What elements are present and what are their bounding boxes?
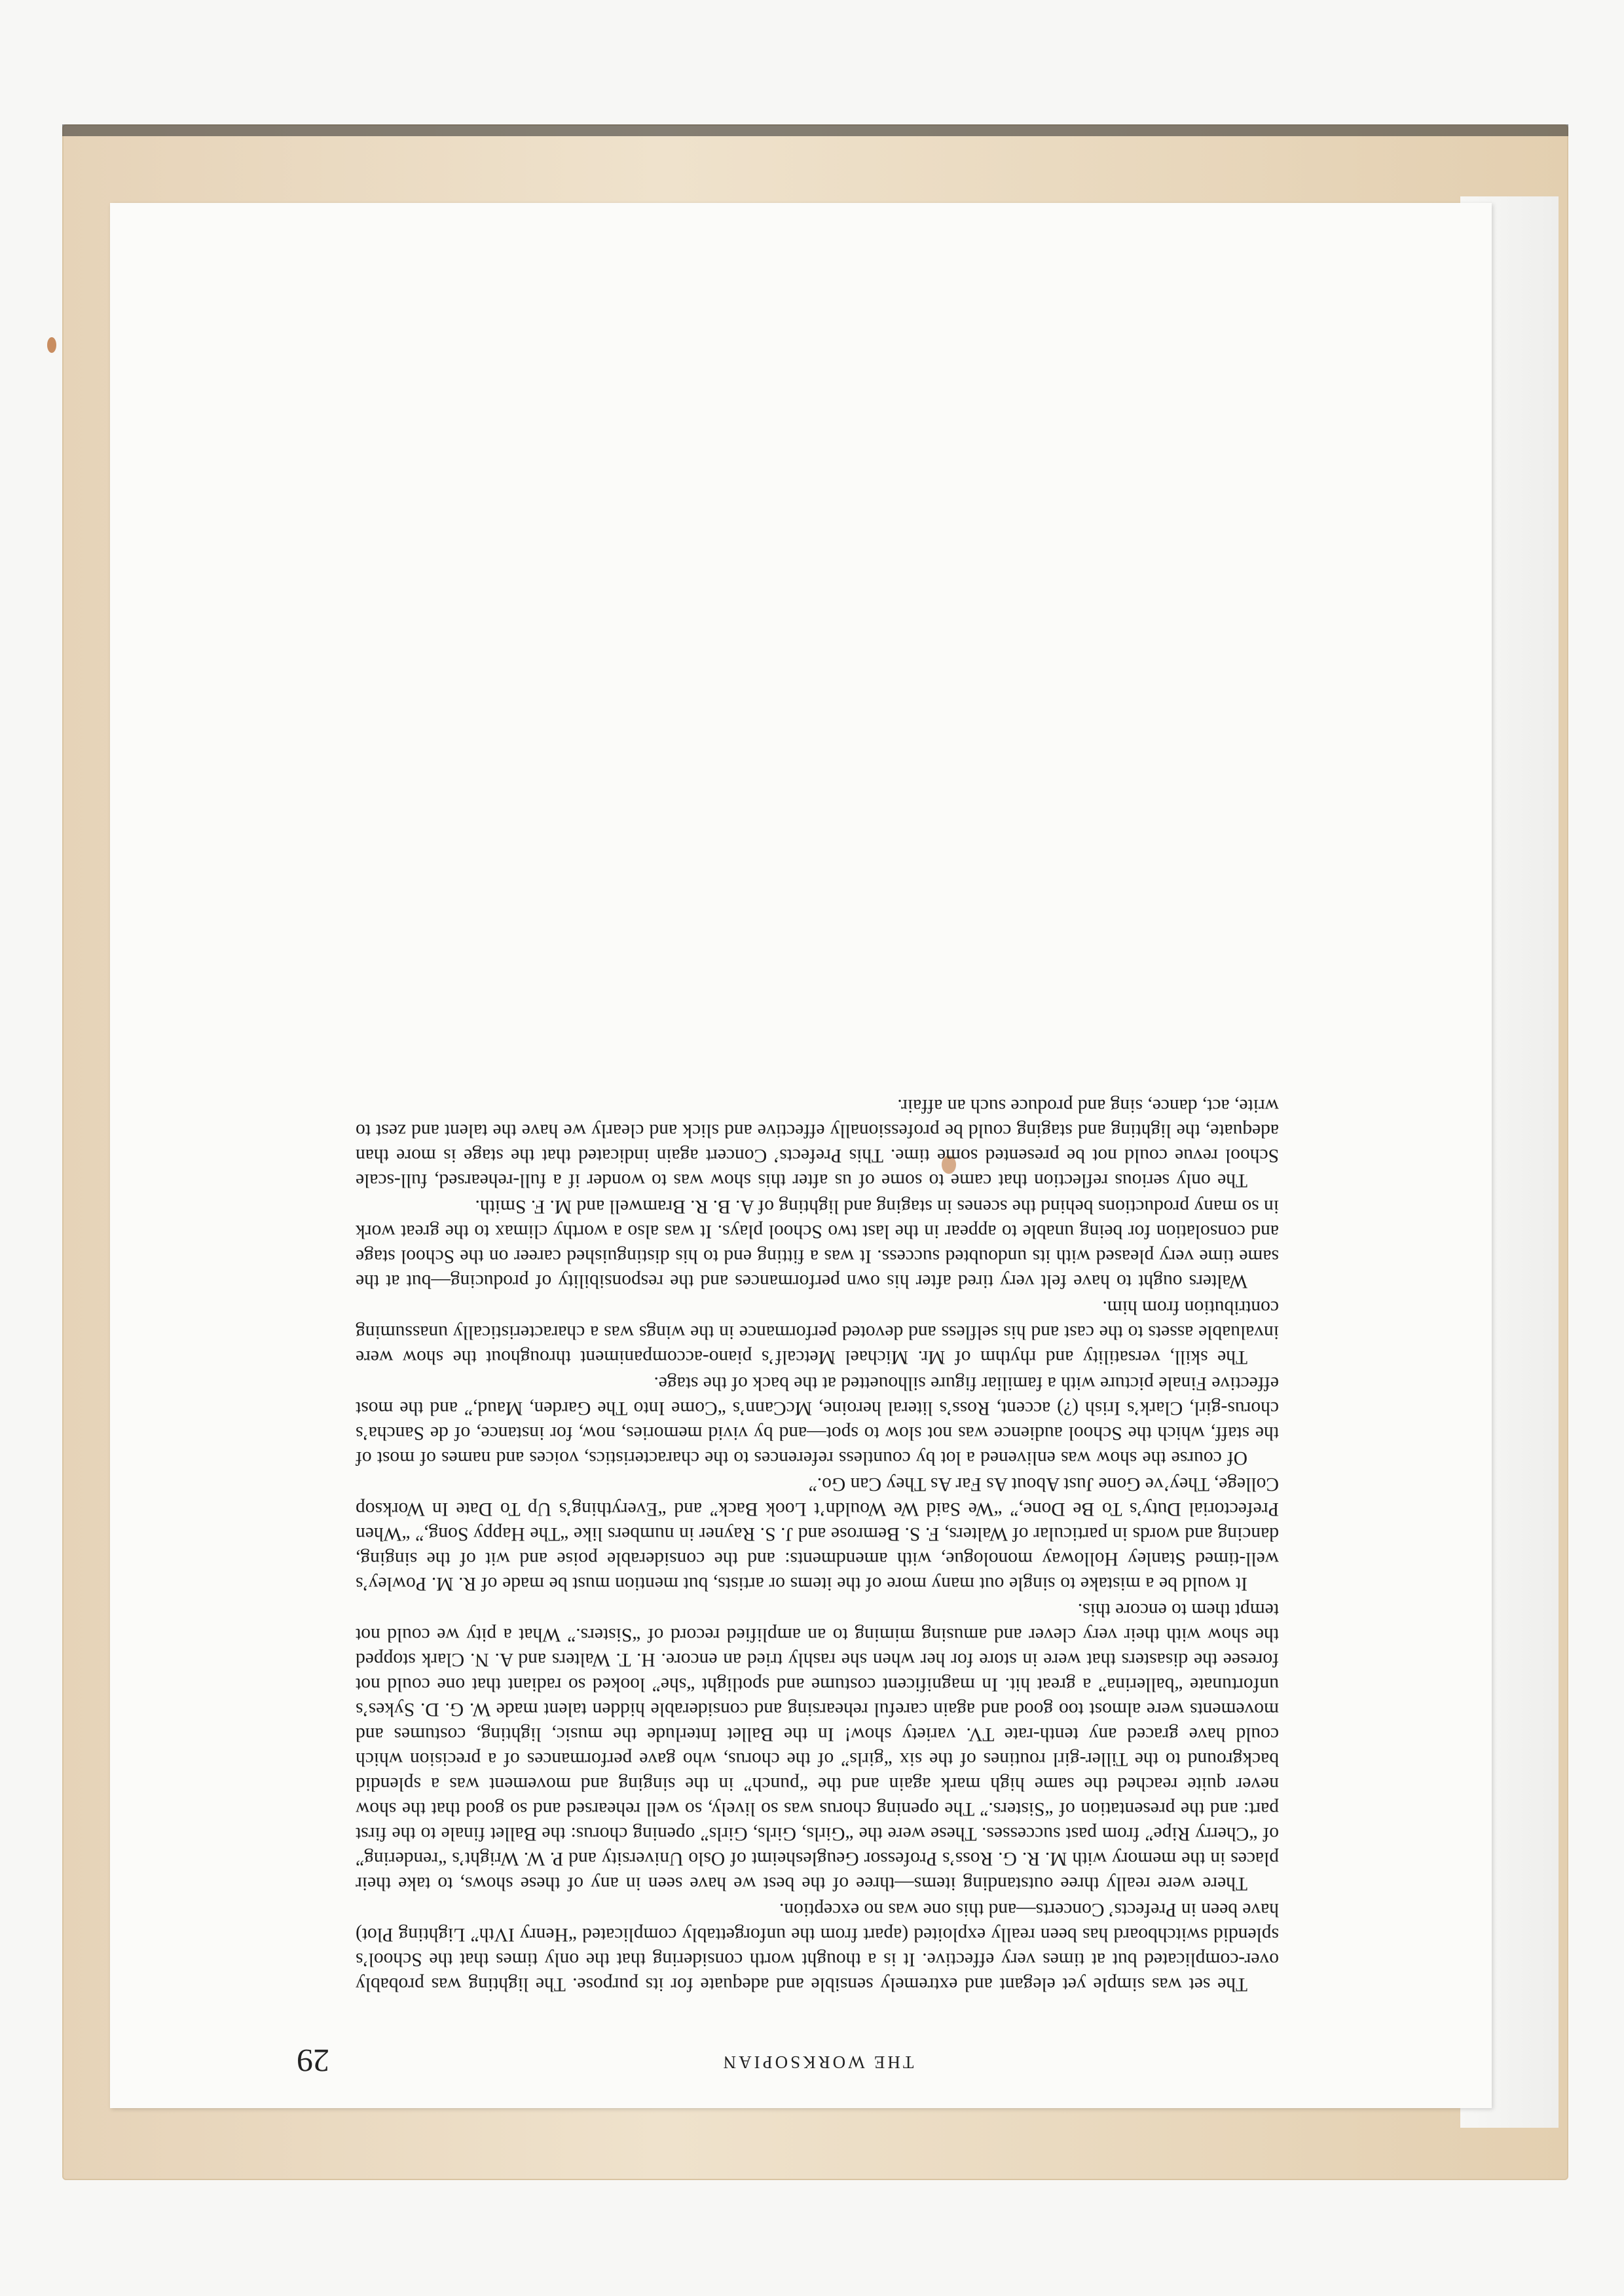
paragraph: The only serious reflection that came to some of us after this show was to wonder if a full-rehearsed, full-scale School revue could not be presented some time. This Prefects’ Concert again indicated that the stage is more than adequate, the lighting and staging could be professionally effective and slick and clearly we have the talent and zest to write, act, dance, sing and produce such an affair. (356, 1095, 1279, 1191)
ink-stain (47, 337, 56, 353)
upside-down-page-content (110, 203, 1492, 2108)
paragraph: There were really three outstanding items—three of the best we have seen in any of these shows, to take their places in the memory with M. R. G. Ross’s Professor Geuglesheimt of Oslo University and P. W. Wright’s “rendering” of “Cherry Ripe” from past successes. These were the “Girls, Girls, Girls” opening chorus: the Ballet finale to the first part: and the presentation of “Sisters.” The opening chorus was so lively, so well rehearsed and so good that the show never quite reached the same high mark again and the “punch” in the singing and movement was a splendid background to the Tiller-girl routines of the six “girls” of the chorus, who gave performances of a precision which could have graced any tenth-rate TV. variety show! In the Ballet Interlude the music, lighting, costumes and movements were almost too good and again careful rehearsing and considerable hidden talent made W. G. D. Sykes’s unfortunate “ballerina” a great hit. In magnificent costume and spotlight “she” looked so radiant that one could not foresee the disasters that were in store for her when she rashly tried an encore. H. T. Walters and A. N. Clark stopped the show with their very clever and amusing miming to an amplified record of “Sisters.” What a pity we could not tempt them to encore this. (356, 1599, 1279, 1894)
paragraph: The skill, versatility and rhythm of Mr. Michael Metcalf’s piano-accompaniment throughout the show were invaluable assets to the cast and his selfless and devoted performance in the wings was a characteristically unassuming contribution from him. (356, 1297, 1279, 1368)
paragraph: It would be a mistake to single out many more of the items or artists, but mention must be made of R. M. Powley’s well-timed Stanley Holloway monologue, with amendments: and the considerable poise and wit of the singing, dancing and words in particular of Walters, F. S. Bemrose and J. S. Rayner in numbers like “The Happy Song,” “When Prefectorial Duty’s To Be Done,” “We Said We Wouldn’t Look Back” and “Everything’s Up To Date In Worksop College, They’ve Gone Just About As Far As They Can Go.” (356, 1474, 1279, 1594)
running-title: THE WORKSOPIAN (720, 2052, 914, 2072)
page-header (297, 2033, 1279, 2079)
paragraph: Of course the show was enlivened a lot by countless references to the characteristics, voices and names of most of the staff, which the School audience was not slow to spot—and by vivid memories, now, for instance, of de Sancha’s chorus-girl, Clark’s Irish (?) accent, Ross’s literal heroine, McCann’s “Come Into The Garden, Maud,” and the most effective Finale picture with a familiar figure silhouetted at the back of the stage. (356, 1373, 1279, 1468)
paragraph: The set was simple yet elegant and extremely sensible and adequate for its purpose. The lighting was probably over-complicated but at times very effective. It is a thought worth considering that the only times that the School’s splendid switchboard has been really exploited (apart from the unforgettably complicated “Henry IVth” Lighting Plot) have been in Prefects’ Concerts—and this one was no exception. (356, 1899, 1279, 1995)
page-number: 29 (297, 2043, 329, 2079)
paragraph: Walters ought to have felt very tired after his own performances and the responsibility of producing—but at the same time very pleased with its undoubted success. It was a fitting end to his distinguished career on the School stage and consolation for being unable to appear in the last two School plays. It was also a worthy climax to the great work in so many productions behind the scenes in staging and lighting of A. B. R. Bramwell and M. F. Smith. (356, 1196, 1279, 1292)
article-body (356, 1092, 1279, 1997)
binding-top-shadow (62, 124, 1568, 136)
